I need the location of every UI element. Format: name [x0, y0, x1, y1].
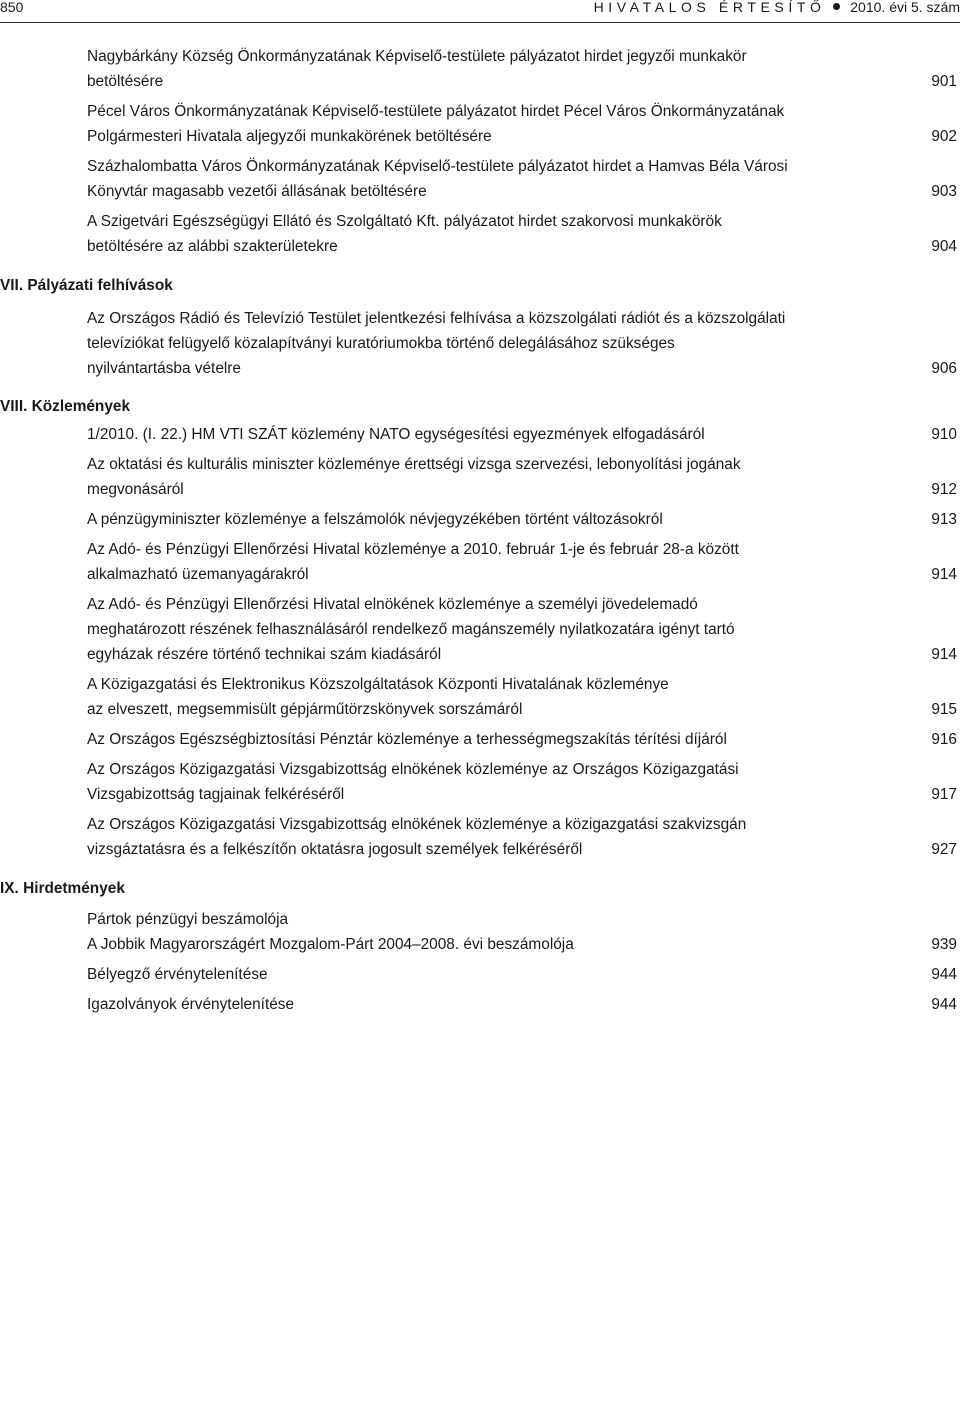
toc-entry-title	[87, 422, 900, 447]
toc-entry	[0, 422, 960, 447]
toc-entry-page: 902	[931, 128, 957, 145]
toc-entry-line: Pécel Város Önkormányzatának Képviselő-testülete pályázatot hirdet Pécel Város Önkormányzatának	[87, 103, 785, 120]
toc-entry	[0, 306, 960, 381]
toc-entry-line: Az Országos Közigazgatási Vizsgabizottság elnökének közleménye az Országos Közigazgatási	[87, 761, 739, 778]
toc-entry-line: Az Országos Rádió és Televízió Testület jelentkezési felhívása a közszolgálati rádiót és a közszolgálati	[87, 310, 786, 327]
bullet-dot-icon	[833, 3, 840, 10]
toc-entry-page: 912	[931, 481, 957, 498]
toc-entry-line: 1/2010. (I. 22.) HM VTI SZÁT közlemény NATO egységesítési egyezmények elfogadásáról	[87, 426, 705, 443]
toc-entry-page: 914	[931, 646, 957, 663]
toc-entry	[0, 992, 960, 1017]
toc-entry-line: A pénzügyminiszter közleménye a felszámolók névjegyzékében történt változásokról	[87, 511, 663, 528]
toc-entry-page: 944	[931, 966, 957, 983]
toc-entry-title	[87, 99, 900, 149]
toc-entry-page: 913	[931, 511, 957, 528]
toc-entry-title	[87, 907, 900, 957]
toc-entry	[0, 907, 960, 957]
toc-entry-line: megvonásáról	[87, 481, 184, 498]
toc-entry-title	[87, 757, 900, 807]
toc-entry-line: betöltésére az alábbi szakterületekre	[87, 238, 338, 255]
section-heading-ix: IX. Hirdetmények	[0, 880, 125, 897]
toc-entry	[0, 962, 960, 987]
toc-entry	[0, 44, 960, 94]
toc-entry	[0, 154, 960, 204]
toc-entry	[0, 99, 960, 149]
toc-entry-line: egyházak részére történő technikai szám kiadásáról	[87, 646, 442, 663]
toc-entry-line: A Közigazgatási és Elektronikus Közszolgáltatások Központi Hivatalának közleménye	[87, 676, 669, 693]
toc-entry-line: Az Adó- és Pénzügyi Ellenőrzési Hivatal közleménye a 2010. február 1-je és február 28-a között	[87, 541, 739, 558]
toc-entry-line: A Szigetvári Egészségügyi Ellátó és Szolgáltató Kft. pályázatot hirdet szakorvosi munkakörök	[87, 213, 722, 230]
toc-entry-line: Pártok pénzügyi beszámolója	[87, 911, 289, 928]
toc-entry-line: vizsgáztatásra és a felkészítőn oktatásra jogosult személyek felkéréséről	[87, 841, 583, 858]
toc-entry-title	[87, 537, 900, 587]
toc-entry-line: meghatározott részének felhasználásáról rendelkező magánszemély nyilatkozatára igényt tartó	[87, 621, 735, 638]
toc-entry-line: alkalmazható üzemanyagárakról	[87, 566, 309, 583]
toc-entry	[0, 592, 960, 667]
toc-entry-title	[87, 962, 900, 987]
toc-entry-line: televíziókat felügyelő közalapítványi kuratóriumokba történő delegálásához szükséges	[87, 335, 675, 352]
toc-entry-title	[87, 306, 900, 381]
toc-entry-line: Az Országos Egészségbiztosítási Pénztár közleménye a terhességmegszakítás térítési díjáról	[87, 731, 727, 748]
toc-entry-title	[87, 154, 900, 204]
toc-group-viii	[0, 422, 960, 862]
toc-entry	[0, 672, 960, 722]
toc-entry-line: az elveszett, megsemmisült gépjárműtörzskönyvek sorszámáról	[87, 701, 523, 718]
toc-entry	[0, 507, 960, 532]
toc-entry	[0, 757, 960, 807]
toc-entry	[0, 209, 960, 259]
toc-entry	[0, 452, 960, 502]
toc-entry-line: Nagybárkány Község Önkormányzatának Képviselő-testülete pályázatot hirdet jegyzői munkakör	[87, 48, 747, 65]
section-heading-vii: VII. Pályázati felhívások	[0, 277, 173, 294]
toc-entry-page: 917	[931, 786, 957, 803]
toc-entry-page: 944	[931, 996, 957, 1013]
toc-entry-page: 906	[931, 360, 957, 377]
running-head	[594, 0, 960, 14]
toc-entry-line: Bélyegző érvénytelenítése	[87, 966, 268, 983]
toc-entry-line: Százhalombatta Város Önkormányzatának Képviselő-testülete pályázatot hirdet a Hamvas Béla Városi	[87, 158, 788, 175]
toc-entry-page: 927	[931, 841, 957, 858]
toc-entry-title	[87, 727, 900, 752]
toc-entry-page: 901	[931, 73, 957, 90]
section-heading-viii: VIII. Közlemények	[0, 398, 131, 415]
toc-entry-line: A Jobbik Magyarországért Mozgalom-Párt 2004–2008. évi beszámolója	[87, 936, 574, 953]
toc-entry-title	[87, 672, 900, 722]
toc-entry-title	[87, 44, 900, 94]
toc-entry-title	[87, 452, 900, 502]
toc-entry-page: 904	[931, 238, 957, 255]
toc-entry-title	[87, 812, 900, 862]
toc-group-vii	[0, 306, 960, 381]
page-number: 850	[0, 0, 24, 15]
toc-entry-page: 903	[931, 183, 957, 200]
toc-entry-line: Az Adó- és Pénzügyi Ellenőrzési Hivatal elnökének közleménye a személyi jövedelemadó	[87, 596, 698, 613]
issue-label: 2010. évi 5. szám	[850, 0, 960, 15]
toc-entry-title	[87, 992, 900, 1017]
toc-entry-title	[87, 507, 900, 532]
toc-group-top	[0, 44, 960, 259]
toc-entry	[0, 812, 960, 862]
toc-entry-line: Igazolványok érvénytelenítése	[87, 996, 295, 1013]
toc-entry-line: nyilvántartásba vételre	[87, 360, 241, 377]
toc-entry-line: Az Országos Közigazgatási Vizsgabizottság elnökének közleménye a közigazgatási szakvizsgán	[87, 816, 747, 833]
toc-entry-page: 916	[931, 731, 957, 748]
page-header	[0, 0, 960, 23]
table-of-contents	[0, 44, 960, 1017]
journal-title: HIVATALOS ÉRTESÍTŐ	[593, 0, 826, 15]
toc-entry-line: Vizsgabizottság tagjainak felkéréséről	[87, 786, 345, 803]
toc-entry	[0, 727, 960, 752]
toc-group-ix	[0, 907, 960, 1017]
toc-entry-line: Könyvtár magasabb vezetői állásának betöltésére	[87, 183, 427, 200]
toc-entry-line: Polgármesteri Hivatala aljegyzői munkakörének betöltésére	[87, 128, 492, 145]
toc-entry-page: 914	[931, 566, 957, 583]
toc-entry	[0, 537, 960, 587]
toc-entry-line: Az oktatási és kulturális miniszter közleménye érettségi vizsga szervezési, lebonyolítási jogának	[87, 456, 741, 473]
toc-entry-title	[87, 209, 900, 259]
toc-entry-page: 939	[931, 936, 957, 953]
toc-entry-page: 910	[931, 426, 957, 443]
toc-entry-title	[87, 592, 900, 667]
toc-entry-line: betöltésére	[87, 73, 164, 90]
toc-entry-page: 915	[931, 701, 957, 718]
